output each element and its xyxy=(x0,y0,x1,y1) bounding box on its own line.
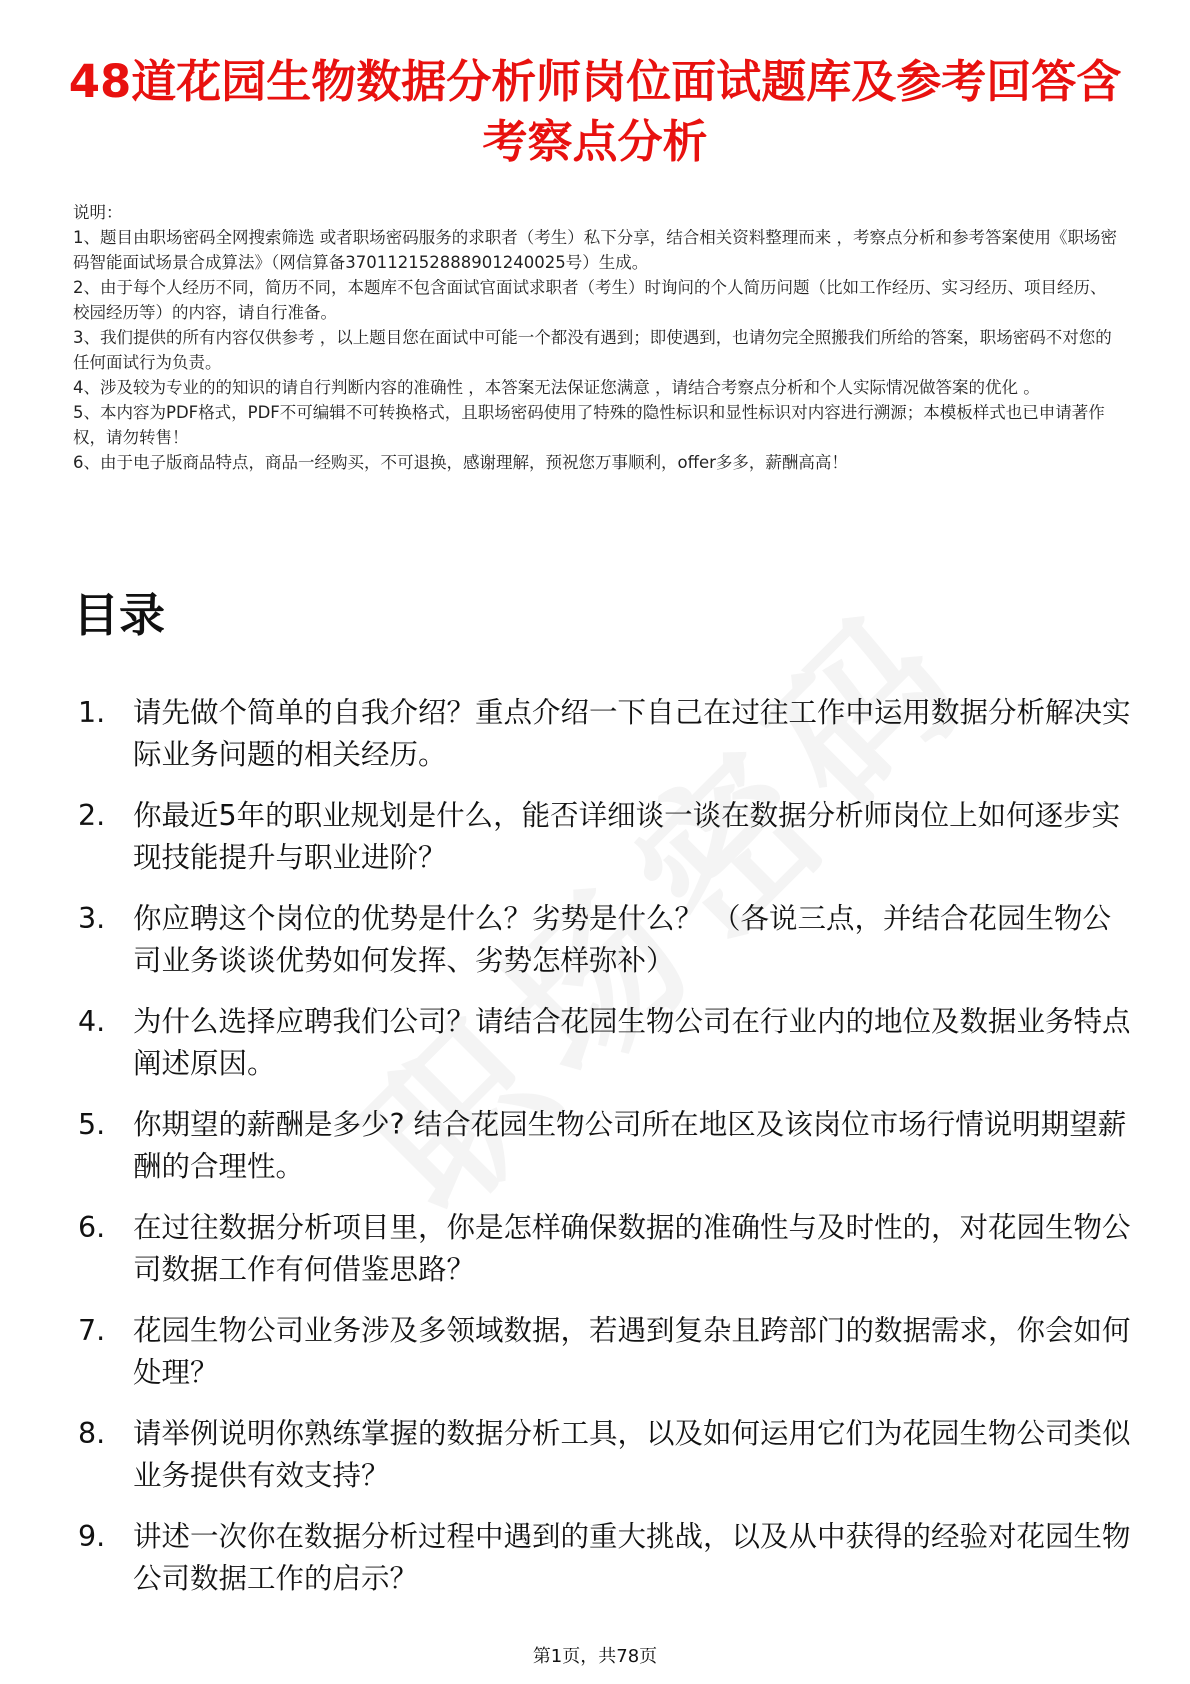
toc-item-text: 请举例说明你熟练掌握的数据分析工具，以及如何运用它们为花园生物公司类似业务提供有效支持？ xyxy=(133,1417,1131,1492)
toc-item-number: 6. xyxy=(78,1211,106,1244)
toc-item-number: 8. xyxy=(78,1417,106,1450)
toc-list xyxy=(73,692,1133,1619)
toc-item[interactable] xyxy=(73,1516,1133,1619)
toc-item-number: 9. xyxy=(78,1520,106,1553)
toc-item-text: 请先做个简单的自我介绍？重点介绍一下自己在过往工作中运用数据分析解决实际业务问题的相关经历。 xyxy=(133,696,1131,771)
toc-item-text: 在过往数据分析项目里，你是怎样确保数据的准确性与及时性的，对花园生物公司数据工作有何借鉴思路？ xyxy=(133,1211,1131,1286)
toc-item[interactable] xyxy=(73,1310,1133,1413)
toc-item[interactable] xyxy=(73,692,1133,795)
toc-item[interactable] xyxy=(73,1104,1133,1207)
note-item: 1、题目由职场密码全网搜索筛选 或者职场密码服务的求职者（考生）私下分享，结合相关资料整理而来 ，考察点分析和参考答案使用《职场密码智能面试场景合成算法》（网信算备370112152888901240025号）生成。 xyxy=(73,228,1117,272)
toc-item-text: 花园生物公司业务涉及多领域数据，若遇到复杂且跨部门的数据需求，你会如何处理？ xyxy=(133,1314,1131,1389)
toc-item-number: 3. xyxy=(78,902,106,935)
toc-item-text: 你应聘这个岗位的优势是什么？劣势是什么？ （各说三点，并结合花园生物公司业务谈谈优势如何发挥、劣势怎样弥补） xyxy=(133,902,1112,977)
toc-item[interactable] xyxy=(73,1413,1133,1516)
note-item: 4、涉及较为专业的的知识的请自行判断内容的准确性 ，本答案无法保证您满意 ，请结合考察点分析和个人实际情况做答案的优化 。 xyxy=(73,378,1040,397)
note-item: 5、本内容为PDF格式，PDF不可编辑不可转换格式，且职场密码使用了特殊的隐性标识和显性标识对内容进行溯源；本模板样式也已申请著作权，请勿转售！ xyxy=(73,403,1105,447)
toc-item-text: 为什么选择应聘我们公司？请结合花园生物公司在行业内的地位及数据业务特点阐述原因。 xyxy=(133,1005,1131,1080)
toc-item-text: 讲述一次你在数据分析过程中遇到的重大挑战，以及从中获得的经验对花园生物公司数据工作的启示？ xyxy=(133,1520,1131,1595)
notes-heading: 说明： xyxy=(73,203,123,222)
toc-item[interactable] xyxy=(73,898,1133,1001)
toc-item-number: 2. xyxy=(78,799,106,832)
toc-item[interactable] xyxy=(73,1207,1133,1310)
toc-item-number: 5. xyxy=(78,1108,106,1141)
document-title: 48道花园生物数据分析师岗位面试题库及参考回答含考察点分析 xyxy=(68,55,1122,168)
toc-item[interactable] xyxy=(73,795,1133,898)
note-item: 2、由于每个人经历不同，简历不同，本题库不包含面试官面试求职者（考生）时询问的个人简历问题（比如工作经历、实习经历、项目经历、校园经历等）的内容，请自行准备。 xyxy=(73,278,1107,322)
page-footer: 第1页，共78页 xyxy=(532,1646,658,1667)
notes-section xyxy=(73,200,1118,475)
note-item: 3、我们提供的所有内容仅供参考 ，以上题目您在面试中可能一个都没有遇到；即使遇到，也请勿完全照搬我们所给的答案，职场密码不对您的任何面试行为负责。 xyxy=(73,328,1112,372)
toc-item-number: 1. xyxy=(78,696,106,729)
toc-item[interactable] xyxy=(73,1001,1133,1104)
note-item: 6、由于电子版商品特点，商品一经购买，不可退换，感谢理解，预祝您万事顺利，offer多多，薪酬高高！ xyxy=(73,453,848,472)
toc-item-text: 你期望的薪酬是多少? 结合花园生物公司所在地区及该岗位市场行情说明期望薪酬的合理性。 xyxy=(133,1108,1127,1183)
toc-item-number: 7. xyxy=(78,1314,106,1347)
toc-heading: 目录 xyxy=(73,588,165,642)
toc-item-number: 4. xyxy=(78,1005,106,1038)
toc-item-text: 你最近5年的职业规划是什么，能否详细谈一谈在数据分析师岗位上如何逐步实现技能提升与职业进阶？ xyxy=(133,799,1121,874)
